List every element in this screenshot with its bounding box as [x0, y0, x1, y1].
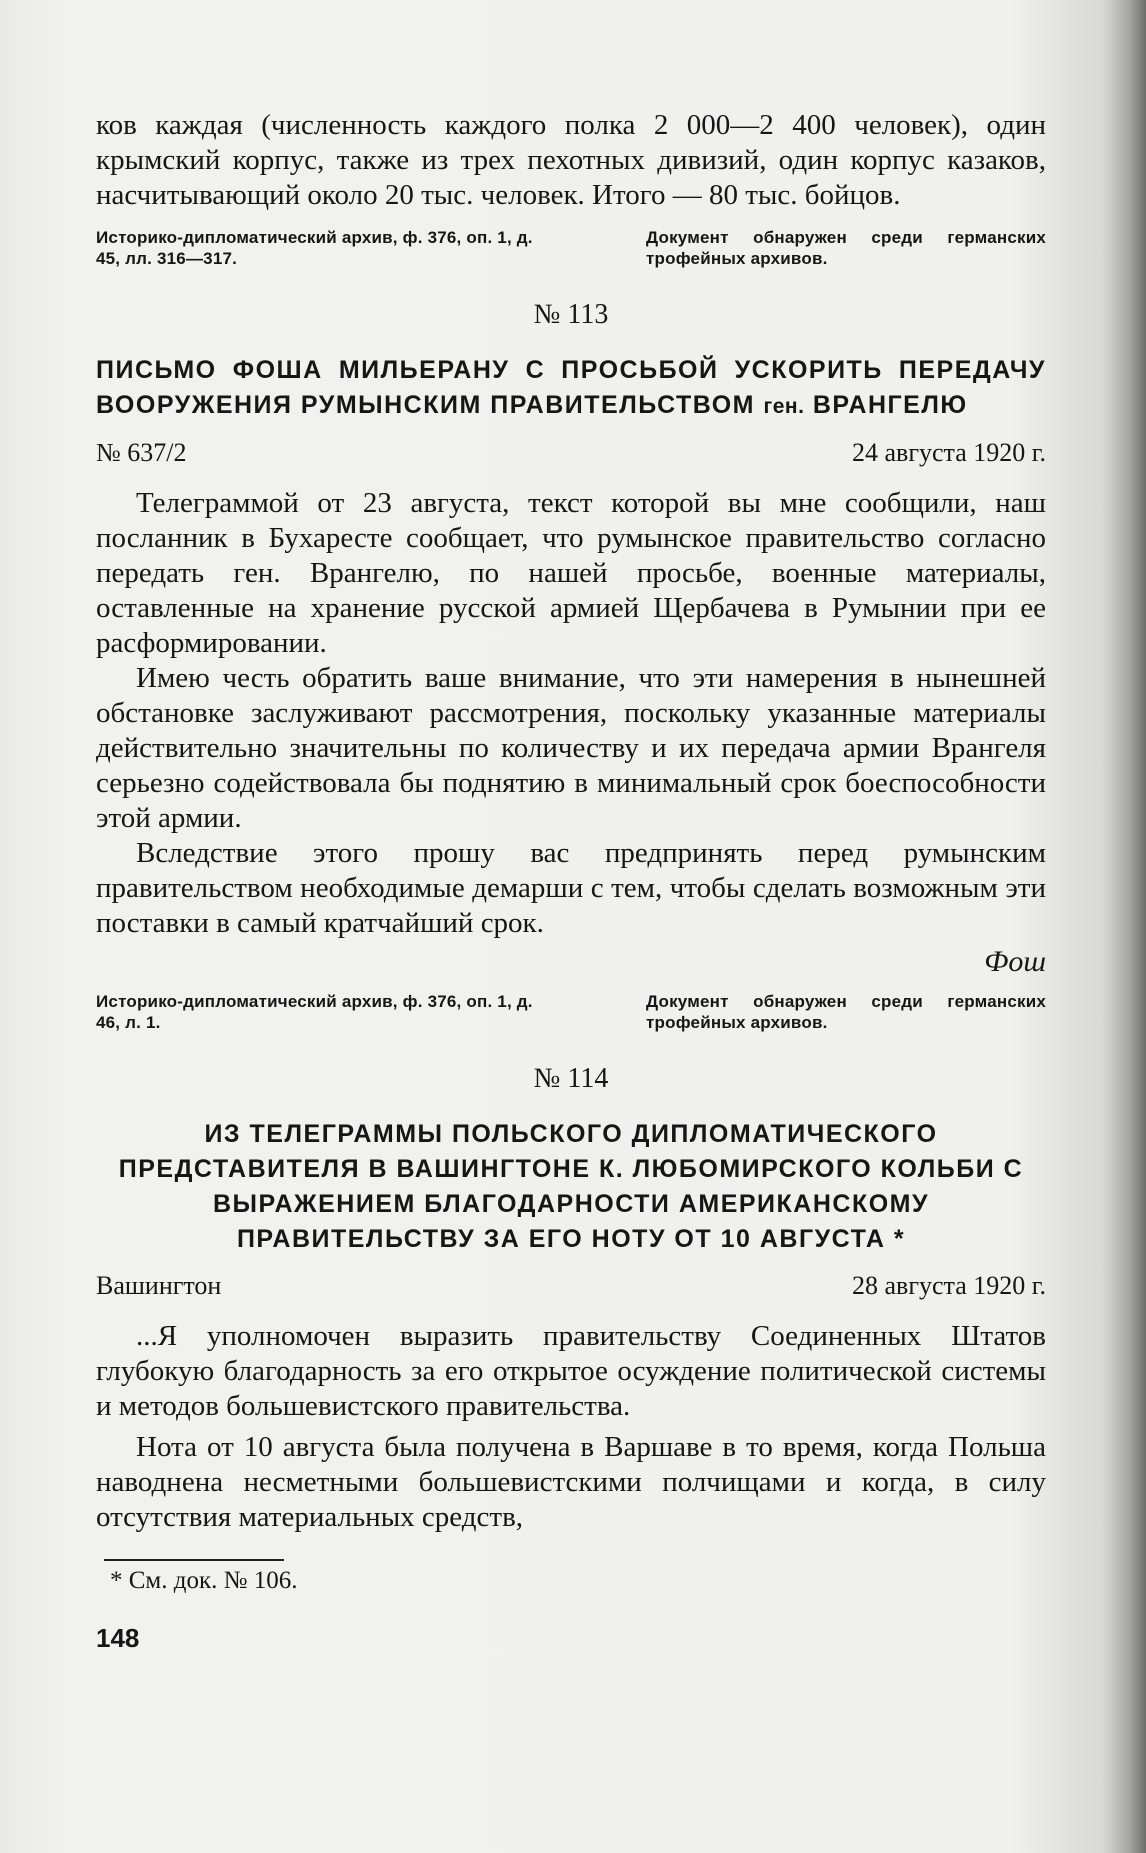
- archive-reference: Историко-дипломатический архив, ф. 376, оп. 1, д. 45, лл. 316—317.: [96, 228, 533, 268]
- source-note-1: [96, 227, 1046, 269]
- provenance-note: Документ обнаружен среди германских трофейных архивов.: [646, 992, 1046, 1032]
- letter-paragraph: Вследствие этого прошу вас предпринять перед румынским правительством необходимые демарши с тем, чтобы сделать возможным эти поставки в самый кратчайший срок.: [96, 837, 1046, 939]
- title-end: ВРАНГЕЛЮ: [812, 391, 968, 419]
- intro-paragraph: ков каждая (численность каждого полка 2 000—2 400 человек), один крымский корпус, также из трех пехотных дивизий, один корпус казаков, насчитывающий около 20 тыс. человек. Итого — 80 тыс. бойцов.: [96, 109, 1046, 211]
- letter-paragraph: Имею честь обратить ваше внимание, что эти намерения в нынешней обстановке заслуживают рассмотрения, поскольку указанные материалы действительно значительны по количеству и их передача армии Врангеля серьезно содействовала бы поднятию в минимальный срок боеспособности этой армии.: [96, 662, 1046, 834]
- title-rank: ген.: [763, 395, 805, 418]
- telegram-paragraph: ...Я уполномочен выразить правительству Соединенных Штатов глубокую благодарность за его открытое осуждение политической системы и методов большевистского правительства.: [96, 1320, 1046, 1422]
- document-title: ИЗ ТЕЛЕГРАММЫ ПОЛЬСКОГО ДИПЛОМАТИЧЕСКОГО ПРЕДСТАВИТЕЛЯ В ВАШИНГТОНЕ К. ЛЮБОМИРСКОГО КОЛЬБИ С ВЫРАЖЕНИЕМ БЛАГОДАРНОСТИ АМЕРИКАНСКОМУ ПРАВИТЕЛЬСТВУ ЗА ЕГО НОТУ ОТ 10 АВГУСТА *: [118, 1120, 1024, 1253]
- document-number: № 114: [533, 1063, 609, 1094]
- provenance-note: Документ обнаружен среди германских трофейных архивов.: [646, 228, 1046, 268]
- document-number: № 113: [533, 299, 609, 330]
- source-note-2: [96, 991, 1046, 1033]
- document-title: [96, 353, 1046, 424]
- dateline: [96, 1271, 1046, 1301]
- page-content: [96, 108, 1046, 1654]
- title-main: ПИСЬМО ФОША МИЛЬЕРАНУ С ПРОСЬБОЙ УСКОРИТЬ ПЕРЕДАЧУ ВООРУЖЕНИЯ РУМЫНСКИМ ПРАВИТЕЛЬСТВОМ: [96, 356, 1046, 419]
- footnote: * См. док. № 106.: [110, 1567, 298, 1594]
- document-date: 24 августа 1920 г.: [852, 438, 1046, 467]
- footnote-divider: [104, 1559, 284, 1561]
- page-edge-shadow: [1106, 0, 1146, 1853]
- letter-paragraph: Телеграммой от 23 августа, текст которой вы мне сообщили, наш посланник в Бухаресте сообщает, что румынское правительство согласно передать ген. Врангелю, по нашей просьбе, военные материалы, оставленные на хранение русской армией Щербачева в Румынии при ее расформировании.: [96, 487, 1046, 659]
- dateline: [96, 438, 1046, 468]
- page-number: 148: [96, 1623, 140, 1653]
- place: Вашингтон: [96, 1271, 222, 1300]
- telegram-paragraph: Нота от 10 августа была получена в Варшаве в то время, когда Польша наводнена несметными большевистскими полчищами и когда, в силу отсутствия материальных средств,: [96, 1431, 1046, 1533]
- document-date: 28 августа 1920 г.: [852, 1271, 1046, 1300]
- archive-reference: Историко-дипломатический архив, ф. 376, оп. 1, д. 46, л. 1.: [96, 992, 533, 1032]
- signature: Фош: [984, 945, 1046, 978]
- reference-number: № 637/2: [96, 438, 187, 467]
